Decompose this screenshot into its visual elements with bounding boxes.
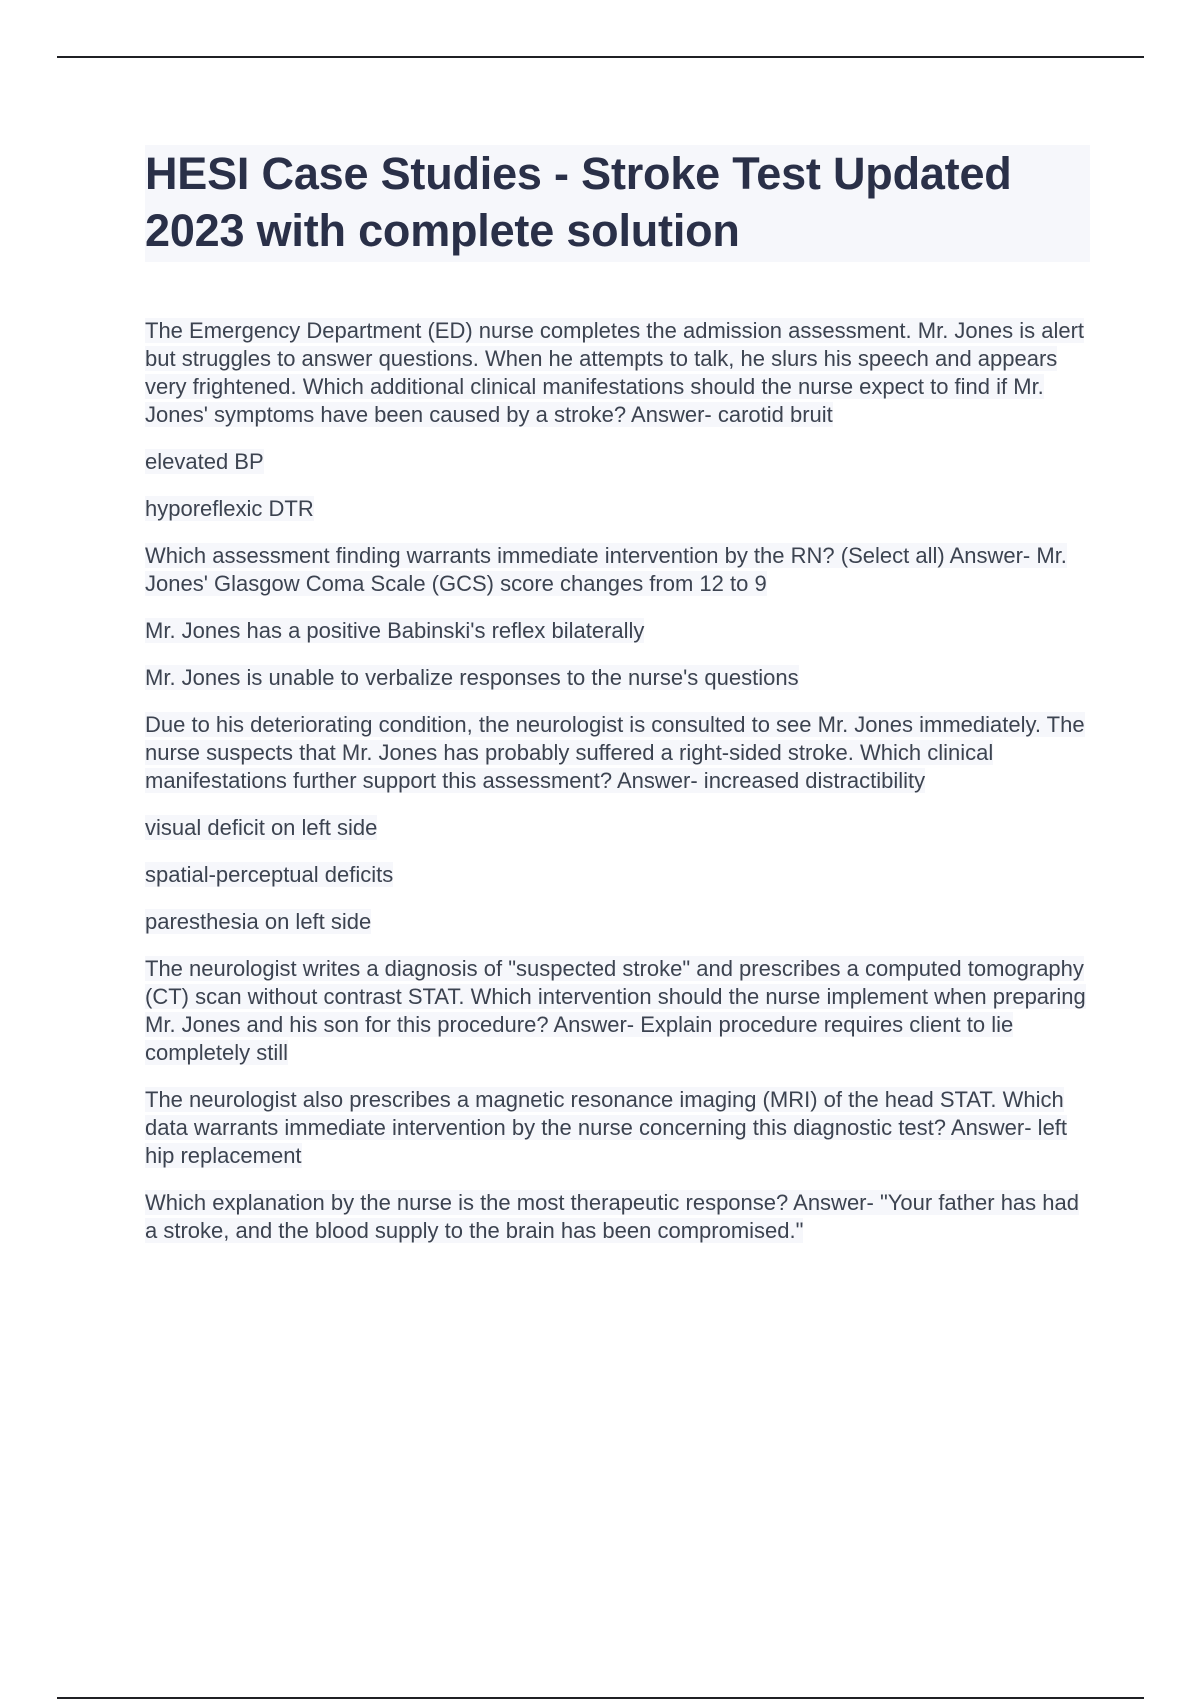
- bottom-rule: [57, 1697, 1144, 1699]
- paragraph-12: [145, 1086, 1090, 1170]
- paragraph-13-text: Which explanation by the nurse is the most therapeutic response? Answer- "Your father has had a stroke, and the blood supply to the brain has been compromised.": [145, 1190, 1079, 1243]
- paragraph-13: [145, 1189, 1090, 1245]
- paragraph-2-text: elevated BP: [145, 449, 264, 474]
- paragraph-2: [145, 448, 1090, 476]
- paragraph-12-text: The neurologist also prescribes a magnetic resonance imaging (MRI) of the head STAT. Which data warrants immediate intervention by the nurse concerning this diagnostic test? Answer- left hip replacement: [145, 1087, 1068, 1168]
- document-title: HESI Case Studies - Stroke Test Updated 2023 with complete solution: [145, 148, 1012, 256]
- paragraph-9: [145, 861, 1090, 889]
- paragraph-1-text: The Emergency Department (ED) nurse completes the admission assessment. Mr. Jones is alert but struggles to answer questions. When he attempts to talk, he slurs his speech and appears very frightened. Which additional clinical manifestations should the nurse expect to find if Mr. Jones' symptoms have been caused by a stroke? Answer- carotid bruit: [145, 318, 1085, 427]
- paragraph-4: [145, 542, 1090, 598]
- paragraph-5: [145, 617, 1090, 645]
- paragraph-6-text: Mr. Jones is unable to verbalize responses to the nurse's questions: [145, 665, 799, 690]
- paragraph-8-text: visual deficit on left side: [145, 815, 378, 840]
- paragraph-10: [145, 908, 1090, 936]
- paragraph-9-text: spatial-perceptual deficits: [145, 862, 394, 887]
- paragraph-8: [145, 814, 1090, 842]
- paragraph-6: [145, 664, 1090, 692]
- paragraph-7: [145, 711, 1090, 795]
- title-block: [145, 145, 1090, 262]
- paragraph-3-text: hyporeflexic DTR: [145, 496, 314, 521]
- document-page: [145, 145, 1090, 1264]
- top-rule: [57, 56, 1144, 58]
- paragraph-1: [145, 317, 1090, 429]
- paragraph-10-text: paresthesia on left side: [145, 909, 372, 934]
- paragraph-4-text: Which assessment finding warrants immediate intervention by the RN? (Select all) Answer- Mr. Jones' Glasgow Coma Scale (GCS) score changes from 12 to 9: [145, 543, 1067, 596]
- paragraph-5-text: Mr. Jones has a positive Babinski's reflex bilaterally: [145, 618, 645, 643]
- paragraph-3: [145, 495, 1090, 523]
- paragraph-11: [145, 955, 1090, 1067]
- paragraph-7-text: Due to his deteriorating condition, the neurologist is consulted to see Mr. Jones immediately. The nurse suspects that Mr. Jones has probably suffered a right-sided stroke. Which clinical manifestations further support this assessment? Answer- increased distractibility: [145, 712, 1085, 793]
- paragraph-11-text: The neurologist writes a diagnosis of "suspected stroke" and prescribes a computed tomography (CT) scan without contrast STAT. Which intervention should the nurse implement when preparing Mr. Jones and his son for this procedure? Answer- Explain procedure requires client to lie completely still: [145, 956, 1086, 1065]
